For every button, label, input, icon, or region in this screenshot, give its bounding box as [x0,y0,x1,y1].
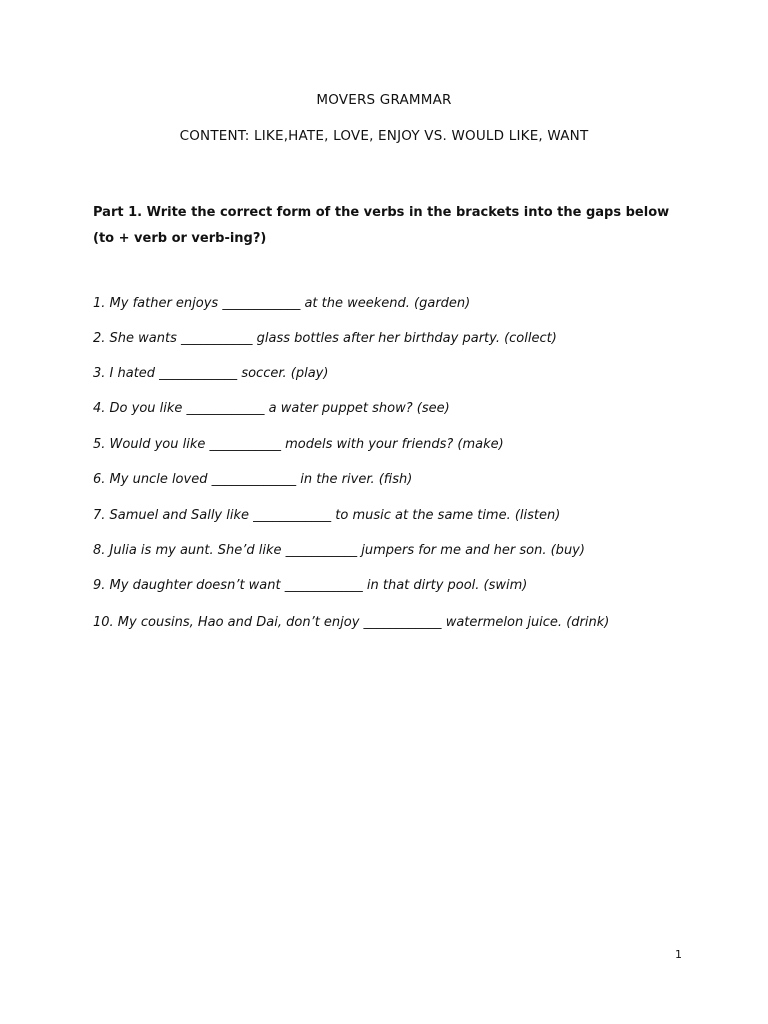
part-1-instructions: Part 1. Write the correct form of the verbs in the brackets into the gaps below (to + verb or verb-ing?) [93,205,670,246]
exercise-item-10: 10. My cousins, Hao and Dai, don’t enjoy ____________ watermelon juice. (drink) [93,615,610,630]
exercise-item-2: 2. She wants ___________ glass bottles after her birthday party. (collect) [93,331,557,346]
exercise-item-7: 7. Samuel and Sally like ____________ to music at the same time. (listen) [93,508,561,523]
exercise-item-5: 5. Would you like ___________ models with your friends? (make) [93,437,504,452]
exercise-item-9: 9. My daughter doesn’t want ____________ in that dirty pool. (swim) [93,578,528,593]
exercise-item-1: 1. My father enjoys ____________ at the weekend. (garden) [93,296,471,311]
worksheet-title: MOVERS GRAMMAR [316,92,452,108]
exercise-item-4: 4. Do you like ____________ a water puppet show? (see) [93,401,450,416]
worksheet-subtitle: CONTENT: LIKE,HATE, LOVE, ENJOY VS. WOULD LIKE, WANT [179,128,589,144]
exercise-item-3: 3. I hated ____________ soccer. (play) [93,366,329,381]
page-number: 1 [675,948,682,961]
exercise-item-8: 8. Julia is my aunt. She’d like ___________ jumpers for me and her son. (buy) [93,543,585,558]
exercise-item-6: 6. My uncle loved _____________ in the river. (fish) [93,472,413,487]
